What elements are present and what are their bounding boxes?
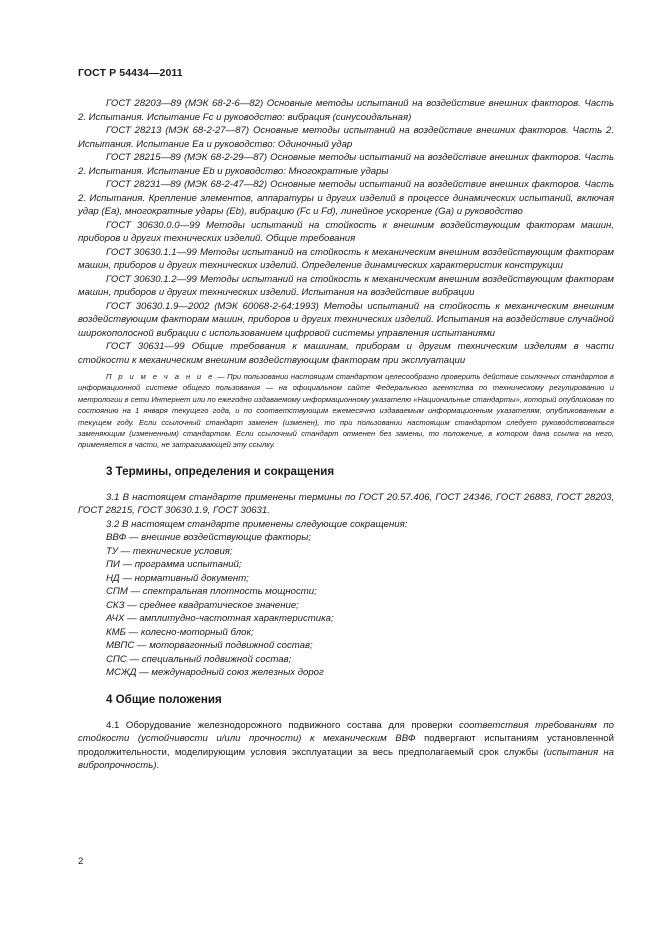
- clause-4-1-emphasis: соответствия требованиям по стойкости (устойчивости и/или прочности) к механическим ВВФ: [78, 719, 614, 745]
- clause-3-2: 3.2 В настоящем стандарте применены следующие сокращения:: [106, 518, 408, 530]
- reference-item: ГОСТ 30631—99 Общие требования к машинам, приборам и другим техническим изделиям в части стойкости к механическим внешним воздействующим факторам при эксплуатации: [78, 341, 614, 366]
- clause-4-1: [78, 719, 614, 773]
- clause-4-1-emphasis: (испытания на вибропрочность): [78, 746, 614, 772]
- abbreviation-item: СПМ — спектральная плотность мощности;: [106, 586, 317, 598]
- reference-list: [78, 97, 614, 367]
- abbreviation-item: ВВФ — внешние воздействующие факторы;: [106, 532, 311, 544]
- document-body: [78, 97, 614, 773]
- note-paragraph: [78, 371, 614, 451]
- abbreviation-item: МСЖД — международный союз железных дорог: [106, 667, 324, 679]
- reference-item: ГОСТ 28203—89 (МЭК 68-2-6—82) Основные методы испытаний на воздействие внешних факторов. Часть 2. Испытания. Испытание Fc и руководство: вибрация (синусоидальная): [78, 98, 614, 123]
- clause-4-1-text: 4.1 Оборудование железнодорожного подвижного состава для проверки: [106, 719, 459, 731]
- section-4-heading: 4 Общие положения: [106, 692, 222, 706]
- reference-item: ГОСТ 30630.1.9—2002 (МЭК 60068-2-64:1993) Методы испытаний на стойкость к механическим внешним воздействующим факторам машин, приборов и других технических изделий. Испытания на воздействие случайной широкополосной вибрации с использованием цифровой системы управления испытаниями: [78, 300, 614, 339]
- clause-4-1-text: подвергают испытаниям установленной продолжительности, моделирующим условия эксплуатации за весь предполагаемый срок службы: [78, 733, 614, 758]
- reference-item: ГОСТ 30630.0.0—99 Методы испытаний на стойкость к внешним воздействующим факторам машин, приборов и других технических изделий. Общие требования: [78, 219, 614, 244]
- abbreviation-item: ПИ — программа испытаний;: [106, 559, 242, 571]
- reference-item: ГОСТ 28215—89 (МЭК 68-2-29—87) Основные методы испытаний на воздействие внешних факторов. Часть 2. Испытания. Испытание Eb и руководство: Многократные удары: [78, 152, 614, 177]
- abbreviation-list: [78, 531, 614, 680]
- reference-item: ГОСТ 30630.1.1—99 Методы испытаний на стойкость к механическим внешним воздействующим факторам машин, приборов и других технических изделий. Определение динамических характеристик конструкции: [78, 246, 614, 271]
- abbreviation-item: ТУ — технические условия;: [106, 545, 233, 557]
- abbreviation-item: МВПС — моторвагонный подвижной состав;: [106, 640, 313, 652]
- section-3-heading: 3 Термины, определения и сокращения: [106, 464, 335, 478]
- note-text: — При пользовании настоящим стандартом целесообразно проверить действие ссылочных стандартов в информационной системе общего пользования — на официальном сайте Федерального агентства по техническому регулированию и метрологии в сети Интернет или по ежегодно издаваемому информационному указателю «Национальные стандарты», который опубликован по состоянию на 1 января текущего года, и по соответствующим ежемесячно издаваемым информационным указателям, опубликованным в текущем году. Если ссылочный стандарт заменен (изменен), то при пользовании настоящим стандартом следует руководствоваться заменяющим (измененным) стандартом. Если ссылочный стандарт отменен без замены, то положение, в котором дана ссылка на него, применяется в части, не затрагивающей эту ссылку.: [78, 372, 614, 450]
- document-header: ГОСТ Р 54434—2011: [78, 67, 183, 79]
- reference-item: ГОСТ 28213 (МЭК 68-2-27—87) Основные методы испытаний на воздействие внешних факторов. Часть 2. Испытания. Испытание Ea и руководство: Одиночный удар: [78, 125, 614, 150]
- abbreviation-item: НД — нормативный документ;: [106, 572, 249, 584]
- abbreviation-item: СПС — специальный подвижной состав;: [106, 653, 292, 665]
- clause-3-1: 3.1 В настоящем стандарте применены термины по ГОСТ 20.57.406, ГОСТ 24346, ГОСТ 26883, ГОСТ 28203, ГОСТ 28215, ГОСТ 30630.1.9, ГОСТ 30631.: [78, 491, 614, 517]
- abbreviation-item: АЧХ — амплитудно-частотная характеристика;: [106, 613, 334, 625]
- note-label: П р и м е ч а н и е: [106, 372, 215, 381]
- document-page: [78, 0, 614, 936]
- abbreviation-item: СКЗ — среднее квадратическое значение;: [106, 599, 299, 611]
- abbreviation-item: КМБ — колесно-моторный блок;: [106, 626, 254, 638]
- page-number: 2: [78, 856, 84, 867]
- reference-item: ГОСТ 30630.1.2—99 Методы испытаний на стойкость к механическим внешним воздействующим факторам машин, приборов и других технических изделий. Испытания на воздействие вибрации: [78, 273, 614, 298]
- clause-4-1-text: .: [156, 760, 160, 772]
- reference-item: ГОСТ 28231—89 (МЭК 68-2-47—82) Основные методы испытаний на воздействие внешних факторов. Часть 2. Испытания. Крепление элементов, аппаратуры и других изделий в процессе динамических испытаний, включая удар (Ea), многократные удары (Eb), вибрацию (Fc и Fd), линейное ускорение (Ga) и руководство: [78, 179, 614, 217]
